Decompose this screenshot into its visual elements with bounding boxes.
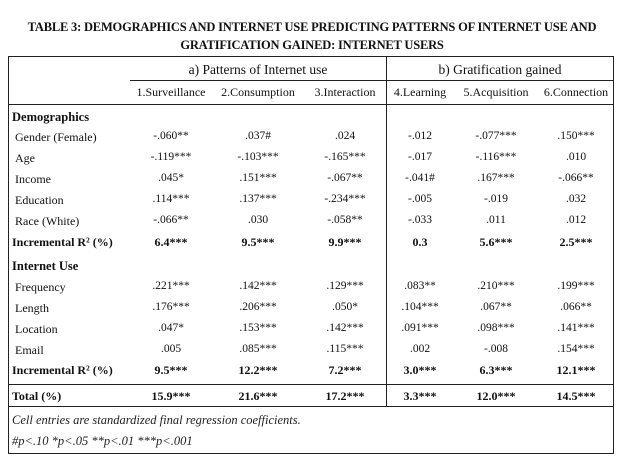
table-cell: 9.9*** (328, 235, 362, 249)
row-label: Gender (Female) (15, 130, 97, 144)
table-cell: .104*** (401, 301, 439, 313)
summary-row-label: Incremental R² (%) (12, 363, 113, 377)
table-cell: .210*** (477, 280, 515, 292)
group-header-patterns: a) Patterns of Internet use (188, 62, 328, 77)
table-cell: .199*** (557, 280, 595, 292)
table-cell: .045* (158, 172, 184, 184)
table-cell: .030 (247, 214, 269, 226)
table-cell: -.058** (327, 214, 363, 226)
table-cell: .032 (565, 193, 587, 205)
table-cell: .098*** (477, 322, 515, 334)
divider-above-total (8, 384, 614, 385)
table-cell: 3.3*** (403, 389, 437, 403)
section-demographics: Demographics (12, 110, 90, 124)
group-header-gratification: b) Gratification gained (438, 62, 562, 77)
table-cell: -.119*** (150, 151, 192, 163)
table-cell: -.116*** (475, 151, 517, 163)
row-label: Income (15, 172, 51, 186)
column-header: 6.Connection (543, 85, 609, 99)
table-cell: .067** (480, 301, 512, 313)
table-cell: 12.1*** (556, 363, 596, 377)
table-cell: -.005 (408, 193, 432, 205)
table-cell: .085*** (239, 343, 277, 355)
table-cell: .167*** (477, 172, 515, 184)
table-cell: -.060** (153, 130, 189, 142)
table-cell: 9.5*** (154, 363, 188, 377)
table-title-line2: GRATIFICATION GAINED: INTERNET USERS (180, 38, 444, 52)
divider-above-notes (8, 406, 614, 407)
table-cell: -.165*** (324, 151, 366, 163)
table-cell: .091*** (401, 322, 439, 334)
row-label: Age (15, 151, 35, 165)
table-cell: 7.2*** (328, 363, 362, 377)
row-label: Location (15, 322, 58, 336)
row-label: Length (15, 301, 49, 315)
table-cell: .050* (332, 301, 358, 313)
table-cell: 0.3 (412, 235, 428, 249)
table-cell: -.008 (484, 343, 508, 355)
table-cell: .024 (334, 130, 356, 142)
summary-row-label: Incremental R² (%) (12, 235, 113, 249)
table-cell: .142*** (239, 280, 277, 292)
significance-note: #p<.10 *p<.05 **p<.01 ***p<.001 (12, 434, 193, 448)
table-cell: -.012 (408, 130, 432, 142)
table-cell: -.041# (405, 172, 435, 184)
column-header: 4.Learning (393, 85, 447, 99)
table-cell: .011 (486, 214, 506, 226)
table-cell: -.033 (408, 214, 432, 226)
table-cell: 5.6*** (479, 235, 513, 249)
table-cell: .141*** (557, 322, 595, 334)
table-cell: .153*** (239, 322, 277, 334)
column-header: 5.Acquisition (463, 85, 529, 99)
table-cell: .037# (245, 130, 271, 142)
table-cell: 15.9*** (151, 389, 191, 403)
table-cell: .137*** (239, 193, 277, 205)
section-internet-use: Internet Use (12, 259, 79, 273)
row-label: Race (White) (15, 214, 80, 228)
column-header: 1.Surveillance (136, 85, 206, 99)
table-cell: 9.5*** (241, 235, 275, 249)
table-cell: .115*** (326, 343, 364, 355)
table-cell: -.066** (558, 172, 594, 184)
table-cell: .005 (160, 343, 182, 355)
table-title-line1: TABLE 3: DEMOGRAPHICS AND INTERNET USE PREDICTING PATTERNS OF INTERNET USE AND (27, 20, 597, 34)
row-label: Email (15, 343, 44, 357)
summary-row-label: Total (%) (12, 389, 62, 403)
table-cell: 3.0*** (403, 363, 437, 377)
table-cell: .129*** (326, 280, 364, 292)
table-cell: -.019 (484, 193, 508, 205)
table-cell: .221*** (152, 280, 190, 292)
divider-under-groups (130, 80, 614, 81)
table-cell: 14.5*** (556, 389, 596, 403)
table-cell: .010 (565, 151, 587, 163)
table-cell: -.077*** (475, 130, 517, 142)
table-cell: 21.6*** (238, 389, 278, 403)
table-cell: -.017 (408, 151, 432, 163)
table-cell: .083** (404, 280, 436, 292)
table-cell: .114*** (152, 193, 190, 205)
table-note: Cell entries are standardized final regression coefficients. (12, 413, 301, 427)
table-cell: .151*** (239, 172, 277, 184)
table-cell: .066** (560, 301, 592, 313)
table-cell: 12.2*** (238, 363, 278, 377)
table-cell: .047* (158, 322, 184, 334)
table-cell: 6.4*** (154, 235, 188, 249)
table-cell: -.067** (327, 172, 363, 184)
table-cell: .002 (409, 343, 431, 355)
table-cell: .206*** (239, 301, 277, 313)
table-cell: 12.0*** (476, 389, 516, 403)
column-header: 2.Consumption (221, 85, 295, 99)
table-cell: .176*** (152, 301, 190, 313)
table-cell: 17.2*** (325, 389, 365, 403)
row-label: Frequency (15, 280, 66, 294)
table-cell: -.234*** (324, 193, 366, 205)
table-cell: .150*** (557, 130, 595, 142)
table-cell: .142*** (326, 322, 364, 334)
table-cell: -.066** (153, 214, 189, 226)
table-cell: 6.3*** (479, 363, 513, 377)
column-header: 3.Interaction (314, 85, 376, 99)
table-cell: .154*** (557, 343, 595, 355)
row-label: Education (15, 193, 64, 207)
table-cell: 2.5*** (559, 235, 593, 249)
table-cell: -.103*** (237, 151, 279, 163)
divider-under-headers (8, 104, 614, 105)
table-cell: .012 (565, 214, 587, 226)
